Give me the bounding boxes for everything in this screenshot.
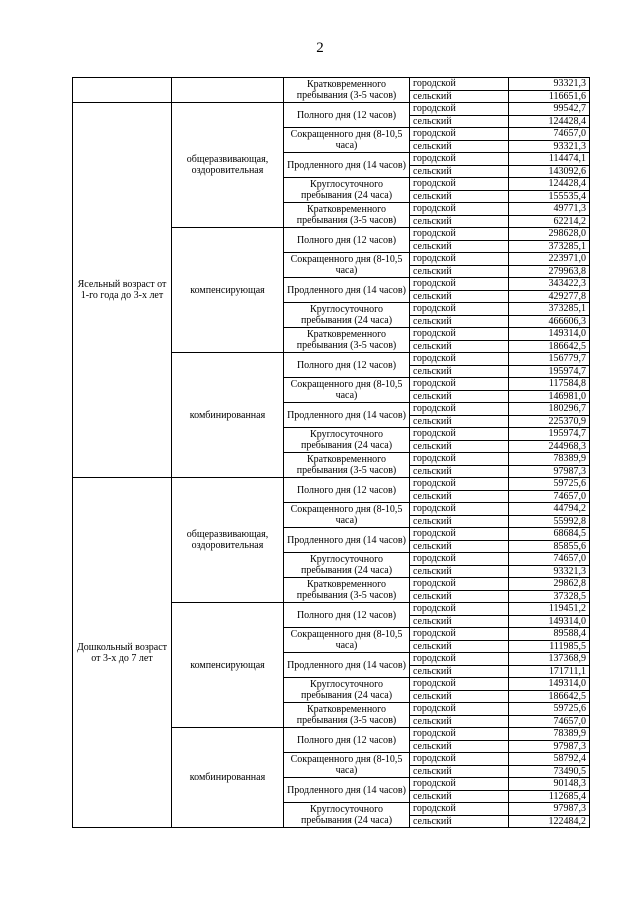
area-city-cell: городской <box>410 703 509 716</box>
stay-mode-cell: Круглосуточного пребывания (24 часа) <box>284 803 410 828</box>
area-rural-cell: сельский <box>410 815 509 828</box>
stay-mode-cell: Круглосуточного пребывания (24 часа) <box>284 178 410 203</box>
rural-value-cell: 373285,1 <box>509 240 590 253</box>
area-city-cell: городской <box>410 378 509 391</box>
area-city-cell: городской <box>410 328 509 341</box>
area-city-cell: городской <box>410 553 509 566</box>
group-type-cell: общеразвивающая, оздоровительная <box>172 478 284 603</box>
area-city-cell: городской <box>410 203 509 216</box>
area-rural-cell: сельский <box>410 115 509 128</box>
group-type-cell: комбинированная <box>172 353 284 478</box>
city-value-cell: 29862,8 <box>509 578 590 591</box>
stay-mode-cell: Сокращенного дня (8-10,5 часа) <box>284 628 410 653</box>
area-rural-cell: сельский <box>410 565 509 578</box>
rural-value-cell: 429277,8 <box>509 290 590 303</box>
stay-mode-cell: Круглосуточного пребывания (24 часа) <box>284 678 410 703</box>
rural-value-cell: 93321,3 <box>509 140 590 153</box>
city-value-cell: 78389,9 <box>509 453 590 466</box>
rural-value-cell: 97987,3 <box>509 465 590 478</box>
rural-value-cell: 85855,6 <box>509 540 590 553</box>
city-value-cell: 137368,9 <box>509 653 590 666</box>
city-value-cell: 93321,3 <box>509 78 590 91</box>
area-rural-cell: сельский <box>410 240 509 253</box>
area-rural-cell: сельский <box>410 540 509 553</box>
area-rural-cell: сельский <box>410 140 509 153</box>
area-rural-cell: сельский <box>410 740 509 753</box>
cost-table <box>72 77 590 828</box>
area-city-cell: городской <box>410 753 509 766</box>
area-rural-cell: сельский <box>410 365 509 378</box>
stay-mode-cell: Продленного дня (14 часов) <box>284 403 410 428</box>
area-rural-cell: сельский <box>410 590 509 603</box>
stay-mode-cell: Кратковременного пребывания (3-5 часов) <box>284 328 410 353</box>
city-value-cell: 149314,0 <box>509 678 590 691</box>
area-city-cell: городской <box>410 228 509 241</box>
area-city-cell: городской <box>410 478 509 491</box>
city-value-cell: 58792,4 <box>509 753 590 766</box>
stay-mode-cell: Сокращенного дня (8-10,5 часа) <box>284 253 410 278</box>
area-city-cell: городской <box>410 628 509 641</box>
area-rural-cell: сельский <box>410 415 509 428</box>
area-city-cell: городской <box>410 803 509 816</box>
stay-mode-cell: Полного дня (12 часов) <box>284 728 410 753</box>
rural-value-cell: 186642,5 <box>509 340 590 353</box>
area-city-cell: городской <box>410 778 509 791</box>
city-value-cell: 117584,8 <box>509 378 590 391</box>
city-value-cell: 74657,0 <box>509 128 590 141</box>
table-row <box>73 78 590 91</box>
area-city-cell: городской <box>410 78 509 91</box>
stay-mode-cell: Полного дня (12 часов) <box>284 603 410 628</box>
stay-mode-cell: Полного дня (12 часов) <box>284 478 410 503</box>
area-rural-cell: сельский <box>410 615 509 628</box>
area-rural-cell: сельский <box>410 315 509 328</box>
area-city-cell: городской <box>410 728 509 741</box>
stay-mode-cell: Продленного дня (14 часов) <box>284 778 410 803</box>
area-rural-cell: сельский <box>410 490 509 503</box>
area-city-cell: городской <box>410 428 509 441</box>
group-type-cell: компенсирующая <box>172 603 284 728</box>
area-rural-cell: сельский <box>410 665 509 678</box>
stay-mode-cell: Сокращенного дня (8-10,5 часа) <box>284 378 410 403</box>
city-value-cell: 97987,3 <box>509 803 590 816</box>
city-value-cell: 49771,3 <box>509 203 590 216</box>
rural-value-cell: 112685,4 <box>509 790 590 803</box>
area-city-cell: городской <box>410 178 509 191</box>
area-city-cell: городской <box>410 503 509 516</box>
city-value-cell: 180296,7 <box>509 403 590 416</box>
area-city-cell: городской <box>410 403 509 416</box>
rural-value-cell: 279963,8 <box>509 265 590 278</box>
area-city-cell: городской <box>410 253 509 266</box>
stay-mode-cell: Полного дня (12 часов) <box>284 228 410 253</box>
area-rural-cell: сельский <box>410 290 509 303</box>
rural-value-cell: 186642,5 <box>509 690 590 703</box>
rural-value-cell: 225370,9 <box>509 415 590 428</box>
rural-value-cell: 74657,0 <box>509 715 590 728</box>
rural-value-cell: 55992,8 <box>509 515 590 528</box>
area-rural-cell: сельский <box>410 715 509 728</box>
city-value-cell: 298628,0 <box>509 228 590 241</box>
stay-mode-cell: Кратковременного пребывания (3-5 часов) <box>284 203 410 228</box>
area-rural-cell: сельский <box>410 465 509 478</box>
city-value-cell: 90148,3 <box>509 778 590 791</box>
area-rural-cell: сельский <box>410 215 509 228</box>
stay-mode-cell: Продленного дня (14 часов) <box>284 153 410 178</box>
area-city-cell: городской <box>410 678 509 691</box>
age-group-cell: Ясельный возраст от 1-го года до 3-х лет <box>73 103 172 478</box>
rural-value-cell: 146981,0 <box>509 390 590 403</box>
city-value-cell: 114474,1 <box>509 153 590 166</box>
age-group-cell: Дошкольный возраст от 3-х до 7 лет <box>73 478 172 828</box>
rural-value-cell: 74657,0 <box>509 490 590 503</box>
city-value-cell: 89588,4 <box>509 628 590 641</box>
table-row <box>73 478 590 491</box>
stay-mode-cell: Кратковременного пребывания (3-5 часов) <box>284 453 410 478</box>
area-city-cell: городской <box>410 578 509 591</box>
rural-value-cell: 111985,5 <box>509 640 590 653</box>
table-row <box>73 103 590 116</box>
city-value-cell: 119451,2 <box>509 603 590 616</box>
area-city-cell: городской <box>410 653 509 666</box>
group-type-cell <box>172 78 284 103</box>
area-rural-cell: сельский <box>410 90 509 103</box>
area-city-cell: городской <box>410 153 509 166</box>
area-rural-cell: сельский <box>410 265 509 278</box>
city-value-cell: 156779,7 <box>509 353 590 366</box>
area-rural-cell: сельский <box>410 340 509 353</box>
rural-value-cell: 466606,3 <box>509 315 590 328</box>
stay-mode-cell: Кратковременного пребывания (3-5 часов) <box>284 78 410 103</box>
area-rural-cell: сельский <box>410 165 509 178</box>
city-value-cell: 223971,0 <box>509 253 590 266</box>
rural-value-cell: 124428,4 <box>509 115 590 128</box>
city-value-cell: 44794,2 <box>509 503 590 516</box>
stay-mode-cell: Продленного дня (14 часов) <box>284 528 410 553</box>
stay-mode-cell: Продленного дня (14 часов) <box>284 278 410 303</box>
area-rural-cell: сельский <box>410 765 509 778</box>
area-city-cell: городской <box>410 303 509 316</box>
rural-value-cell: 143092,6 <box>509 165 590 178</box>
group-type-cell: комбинированная <box>172 728 284 828</box>
city-value-cell: 124428,4 <box>509 178 590 191</box>
city-value-cell: 59725,6 <box>509 703 590 716</box>
rural-value-cell: 195974,7 <box>509 365 590 378</box>
stay-mode-cell: Кратковременного пребывания (3-5 часов) <box>284 703 410 728</box>
area-city-cell: городской <box>410 103 509 116</box>
age-group-cell <box>73 78 172 103</box>
page-number: 2 <box>316 40 324 56</box>
city-value-cell: 78389,9 <box>509 728 590 741</box>
city-value-cell: 99542,7 <box>509 103 590 116</box>
area-rural-cell: сельский <box>410 440 509 453</box>
city-value-cell: 149314,0 <box>509 328 590 341</box>
stay-mode-cell: Сокращенного дня (8-10,5 часа) <box>284 503 410 528</box>
city-value-cell: 373285,1 <box>509 303 590 316</box>
stay-mode-cell: Круглосуточного пребывания (24 часа) <box>284 303 410 328</box>
area-city-cell: городской <box>410 278 509 291</box>
city-value-cell: 195974,7 <box>509 428 590 441</box>
rural-value-cell: 93321,3 <box>509 565 590 578</box>
area-city-cell: городской <box>410 528 509 541</box>
city-value-cell: 343422,3 <box>509 278 590 291</box>
area-rural-cell: сельский <box>410 515 509 528</box>
city-value-cell: 74657,0 <box>509 553 590 566</box>
area-rural-cell: сельский <box>410 190 509 203</box>
rural-value-cell: 97987,3 <box>509 740 590 753</box>
area-rural-cell: сельский <box>410 640 509 653</box>
group-type-cell: общеразвивающая, оздоровительная <box>172 103 284 228</box>
stay-mode-cell: Сокращенного дня (8-10,5 часа) <box>284 128 410 153</box>
area-rural-cell: сельский <box>410 690 509 703</box>
city-value-cell: 59725,6 <box>509 478 590 491</box>
area-city-cell: городской <box>410 453 509 466</box>
rural-value-cell: 37328,5 <box>509 590 590 603</box>
stay-mode-cell: Продленного дня (14 часов) <box>284 653 410 678</box>
stay-mode-cell: Круглосуточного пребывания (24 часа) <box>284 428 410 453</box>
stay-mode-cell: Сокращенного дня (8-10,5 часа) <box>284 753 410 778</box>
area-city-cell: городской <box>410 603 509 616</box>
stay-mode-cell: Круглосуточного пребывания (24 часа) <box>284 553 410 578</box>
rural-value-cell: 122484,2 <box>509 815 590 828</box>
stay-mode-cell: Кратковременного пребывания (3-5 часов) <box>284 578 410 603</box>
area-city-cell: городской <box>410 353 509 366</box>
rural-value-cell: 62214,2 <box>509 215 590 228</box>
rural-value-cell: 73490,5 <box>509 765 590 778</box>
city-value-cell: 68684,5 <box>509 528 590 541</box>
stay-mode-cell: Полного дня (12 часов) <box>284 103 410 128</box>
area-rural-cell: сельский <box>410 790 509 803</box>
group-type-cell: компенсирующая <box>172 228 284 353</box>
stay-mode-cell: Полного дня (12 часов) <box>284 353 410 378</box>
area-rural-cell: сельский <box>410 390 509 403</box>
rural-value-cell: 244968,3 <box>509 440 590 453</box>
rural-value-cell: 149314,0 <box>509 615 590 628</box>
rural-value-cell: 116651,6 <box>509 90 590 103</box>
rural-value-cell: 155535,4 <box>509 190 590 203</box>
rural-value-cell: 171711,1 <box>509 665 590 678</box>
area-city-cell: городской <box>410 128 509 141</box>
